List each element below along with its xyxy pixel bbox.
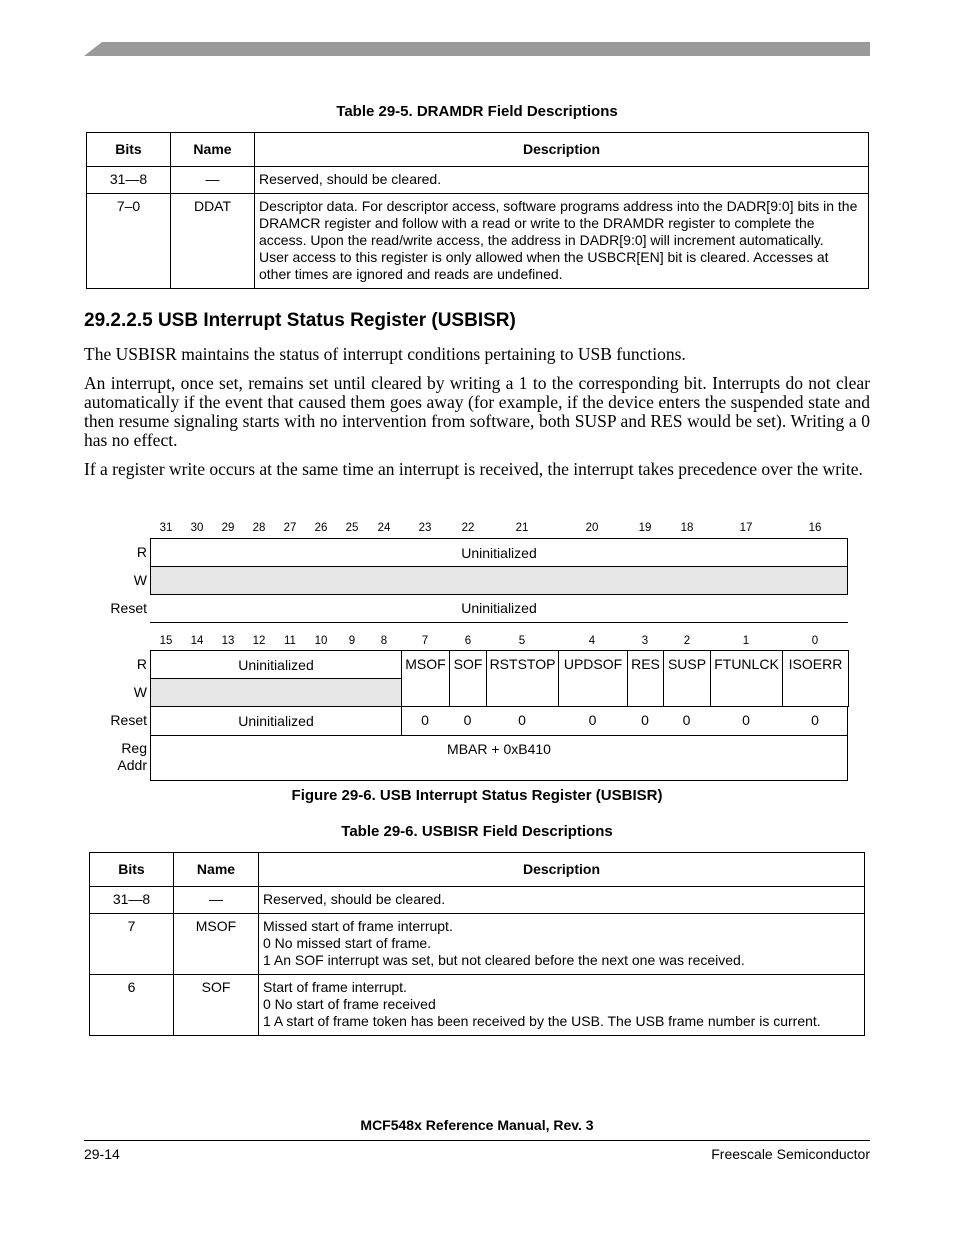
field-cell (449, 650, 487, 707)
description-cell (259, 914, 865, 975)
description-line: User access to this register is only allowed when the USBCR[EN] bit is cleared. Accesses at other times are ignored and reads are undefined. (259, 249, 829, 282)
footer-page-number: 29-14 (84, 1146, 120, 1162)
reg-addr-cell (150, 735, 848, 781)
bit-number: 17 (739, 522, 753, 534)
bit-number: 0 (811, 635, 819, 647)
table2-header-description: Description (259, 853, 865, 887)
name-cell: MSOF (174, 914, 259, 975)
figure-caption: Figure 29-6. USB Interrupt Status Register (USBISR) (291, 787, 663, 804)
footer-rule (84, 1140, 870, 1141)
reg-addr-value: MBAR + 0xB410 (447, 741, 551, 757)
footer-title: MCF548x Reference Manual, Rev. 3 (360, 1117, 594, 1133)
table1-header-bits: Bits (87, 133, 171, 167)
description-cell (259, 975, 865, 1036)
table1-header-name: Name (171, 133, 255, 167)
field-reset-value: 0 (682, 712, 691, 728)
bits-cell: 7–0 (87, 194, 171, 289)
bit-number: 30 (190, 522, 204, 534)
upper-reset-cell (150, 594, 848, 623)
name-cell: — (171, 167, 255, 194)
description-line: Missed start of frame interrupt. (263, 918, 453, 934)
paragraph: An interrupt, once set, remains set until cleared by writing a 1 to the corresponding bit. Interrupts do not clear automatically if the event that caused them goes away (for example, if the device enters the suspended state and then resume signaling starts with no intervention from software, both SUSP and RES would be set). Writing a 0 has no effect. (84, 373, 870, 450)
row-label-reset: Reset (110, 600, 147, 616)
name-cell: SOF (174, 975, 259, 1036)
upper-w-cell (150, 566, 848, 595)
description-line: 0 No start of frame received (263, 996, 436, 1012)
bits-cell: 31—8 (90, 887, 174, 914)
bit-number: 21 (515, 522, 529, 534)
description-line: 1 A start of frame token has been received by the USB. The USB frame number is current. (263, 1013, 821, 1029)
bit-number: 6 (464, 635, 472, 647)
bit-number: 5 (518, 635, 526, 647)
field-cell (782, 650, 849, 707)
description-line: Reserved, should be cleared. (259, 171, 442, 187)
upper-reset-value: Uninitialized (461, 600, 537, 616)
row-label-r: R (136, 544, 147, 560)
field-reset-value: 0 (641, 712, 649, 728)
field-reset-value: 0 (421, 712, 429, 728)
table2-header-name: Name (174, 853, 259, 887)
field-reset-value: 0 (463, 712, 472, 728)
table1-caption: Table 29-5. DRAMDR Field Descriptions (336, 103, 618, 120)
lower-reset-value: Uninitialized (238, 713, 314, 729)
row-label-w: W (133, 572, 147, 588)
field-cell (663, 650, 711, 707)
row-label-addr: Addr (117, 757, 147, 773)
table1-header-description: Description (255, 133, 869, 167)
name-cell: — (174, 887, 259, 914)
field-cell (486, 650, 559, 707)
bit-number: 25 (345, 522, 359, 534)
bit-number: 9 (348, 635, 356, 647)
field-name: SUSP (667, 656, 707, 672)
table-row (90, 914, 865, 975)
field-name: ISOERR (788, 656, 843, 672)
bit-number: 31 (159, 522, 173, 534)
bit-number: 2 (683, 635, 691, 647)
row-label-w: W (133, 684, 147, 700)
field-name: RSTSTOP (489, 656, 556, 672)
field-name: UPDSOF (563, 656, 623, 672)
field-reset-value: 0 (588, 712, 597, 728)
field-cell (558, 650, 628, 707)
lower-r-cell (150, 650, 402, 679)
table2-caption: Table 29-6. USBISR Field Descriptions (341, 823, 613, 840)
bit-number: 10 (314, 635, 328, 647)
bit-number: 11 (284, 635, 296, 647)
description-line: 0 No missed start of frame. (263, 935, 432, 951)
row-label-r: R (136, 656, 147, 672)
paragraph: If a register write occurs at the same time an interrupt is received, the interrupt takes precedence over the write. (84, 459, 863, 479)
field-cell (401, 650, 450, 707)
row-label-reg: Reg (121, 740, 147, 756)
upper-r-cell (150, 538, 848, 567)
field-reset-value: 0 (742, 712, 750, 728)
description-line: Reserved, should be cleared. (263, 891, 446, 907)
bit-number: 4 (588, 635, 596, 647)
bit-number: 14 (190, 635, 204, 647)
field-name: SOF (453, 656, 483, 672)
paragraph: The USBISR maintains the status of interrupt conditions pertaining to USB functions. (84, 344, 686, 364)
bit-number: 15 (159, 635, 173, 647)
bits-cell: 31—8 (87, 167, 171, 194)
field-reset-value: 0 (518, 712, 526, 728)
bit-number: 29 (221, 522, 235, 534)
upper-r-value: Uninitialized (461, 545, 537, 561)
section-heading: 29.2.2.5 USB Interrupt Status Register (USBISR) (84, 310, 516, 331)
bit-number: 8 (380, 635, 388, 647)
table2-header-row (90, 853, 865, 887)
bit-number: 3 (641, 635, 649, 647)
field-cell (710, 650, 783, 707)
field-name: RES (631, 656, 660, 672)
field-name: FTUNLCK (714, 656, 779, 672)
table2 (89, 852, 865, 1036)
table-row (90, 975, 865, 1036)
lower-r-value: Uninitialized (238, 657, 314, 673)
lower-reset-cell (150, 706, 402, 736)
bit-number: 13 (221, 635, 235, 647)
bit-number: 19 (638, 522, 652, 534)
description-line: Descriptor data. For descriptor access, software programs address into the DADR[9:0] bits in the DRAMCR register and follow with a read or write to the DRAMDR register to complete the access. Upon the read/write access, the address in DADR[9:0] will increment automatically. (259, 198, 858, 248)
bit-number: 20 (585, 522, 599, 534)
bits-cell: 6 (90, 975, 174, 1036)
lower-w-cell (150, 678, 402, 707)
bit-number: 1 (742, 635, 750, 647)
description-line: 1 An SOF interrupt was set, but not cleared before the next one was received. (263, 952, 745, 968)
field-reset-value: 0 (811, 712, 819, 728)
bit-number: 24 (377, 522, 391, 534)
bit-number: 23 (418, 522, 432, 534)
row-label-reset: Reset (110, 712, 147, 728)
bit-number: 22 (461, 522, 475, 534)
bit-number: 27 (283, 522, 297, 534)
table2-header-bits: Bits (90, 853, 174, 887)
bit-number: 7 (421, 635, 429, 647)
name-cell: DDAT (171, 194, 255, 289)
description-line: Start of frame interrupt. (263, 979, 407, 995)
description-cell (259, 887, 865, 914)
table-row (90, 887, 865, 914)
bits-cell: 7 (90, 914, 174, 975)
bit-number: 18 (680, 522, 694, 534)
bit-number: 28 (252, 522, 266, 534)
footer-company: Freescale Semiconductor (711, 1146, 870, 1162)
field-name: MSOF (405, 656, 446, 672)
bit-number: 16 (808, 522, 822, 534)
bit-number: 12 (252, 635, 266, 647)
field-cell (627, 650, 664, 707)
bit-number: 26 (314, 522, 328, 534)
